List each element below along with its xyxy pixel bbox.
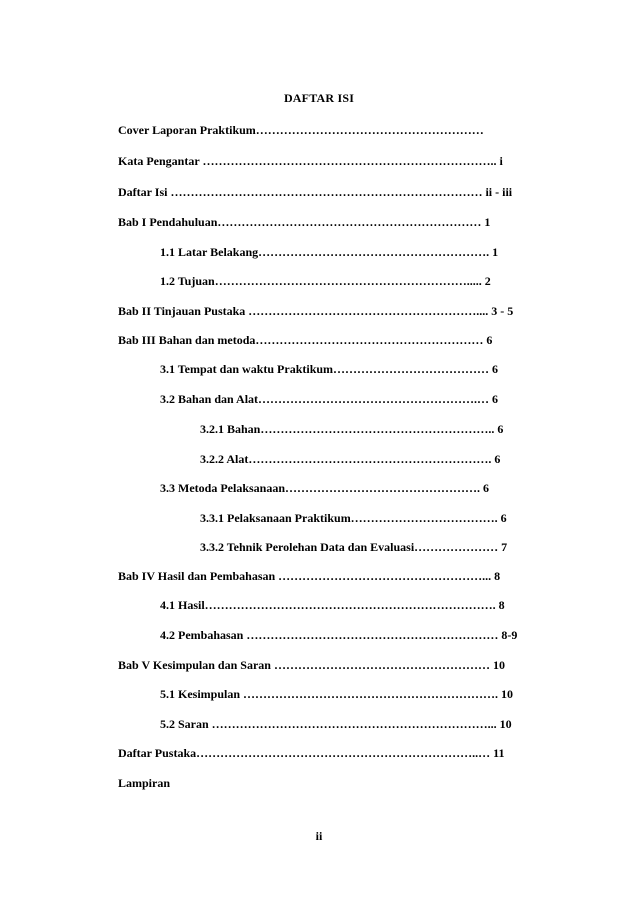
toc-entry-1-2: 1.2 Tujuan………………………………………………………..... 2 [160,274,491,288]
toc-entry-3-2: 3.2 Bahan dan Alat……………………………………………….… 6 [160,392,499,406]
toc-entry-4-1: 4.1 Hasil………………………………………………………………. 8 [160,598,505,612]
toc-entry-3-3-2: 3.3.2 Tehnik Perolehan Data dan Evaluasi………………… 7 [200,540,508,554]
toc-entry-daftar-isi: Daftar Isi …………………………………………………………………… ii - iii [118,185,513,199]
toc-entry-daftar-pustaka: Daftar Pustaka……………………………………………………………..… 11 [118,746,505,760]
toc-entry-1-1: 1.1 Latar Belakang…………………………………………………. 1 [160,245,499,259]
page-title: DAFTAR ISI [283,91,355,105]
toc-entry-4-2: 4.2 Pembahasan ……………………………………………………… 8-9 [160,628,518,642]
toc-entry-bab-2: Bab II Tinjauan Pustaka ………………………………………………….... 3 - 5 [118,304,514,318]
toc-entry-kata-pengantar: Kata Pengantar ……………………………………………………………….. i [118,154,503,168]
page-number: ii [315,829,323,843]
toc-entry-3-2-2: 3.2.2 Alat……………………………………………………. 6 [200,452,501,466]
toc-entry-5-1: 5.1 Kesimpulan ………………………………………………………. 10 [160,687,514,701]
toc-entry-cover: Cover Laporan Praktikum………………………………………………… [118,123,484,137]
toc-entry-3-2-1: 3.2.1 Bahan………………………………………………….. 6 [200,422,504,436]
toc-entry-3-3: 3.3 Metoda Pelaksanaan…………………………………………. 6 [160,481,490,495]
toc-entry-bab-5: Bab V Kesimpulan dan Saran ……………………………………………… 10 [118,658,505,672]
toc-entry-bab-3: Bab III Bahan dan metoda………………………………………………… 6 [118,333,493,347]
toc-entry-lampiran: Lampiran [118,776,171,790]
toc-entry-bab-1: Bab I Pendahuluan………………………………………………………… 1 [118,215,491,229]
toc-entry-5-2: 5.2 Saran ……………………………………………………………... 10 [160,717,512,731]
toc-entry-3-1: 3.1 Tempat dan waktu Praktikum………………………………… 6 [160,362,499,376]
toc-entry-3-3-1: 3.3.1 Pelaksanaan Praktikum………………………………. 6 [200,511,507,525]
toc-entry-bab-4: Bab IV Hasil dan Pembahasan ……………………………………………... 8 [118,569,501,583]
